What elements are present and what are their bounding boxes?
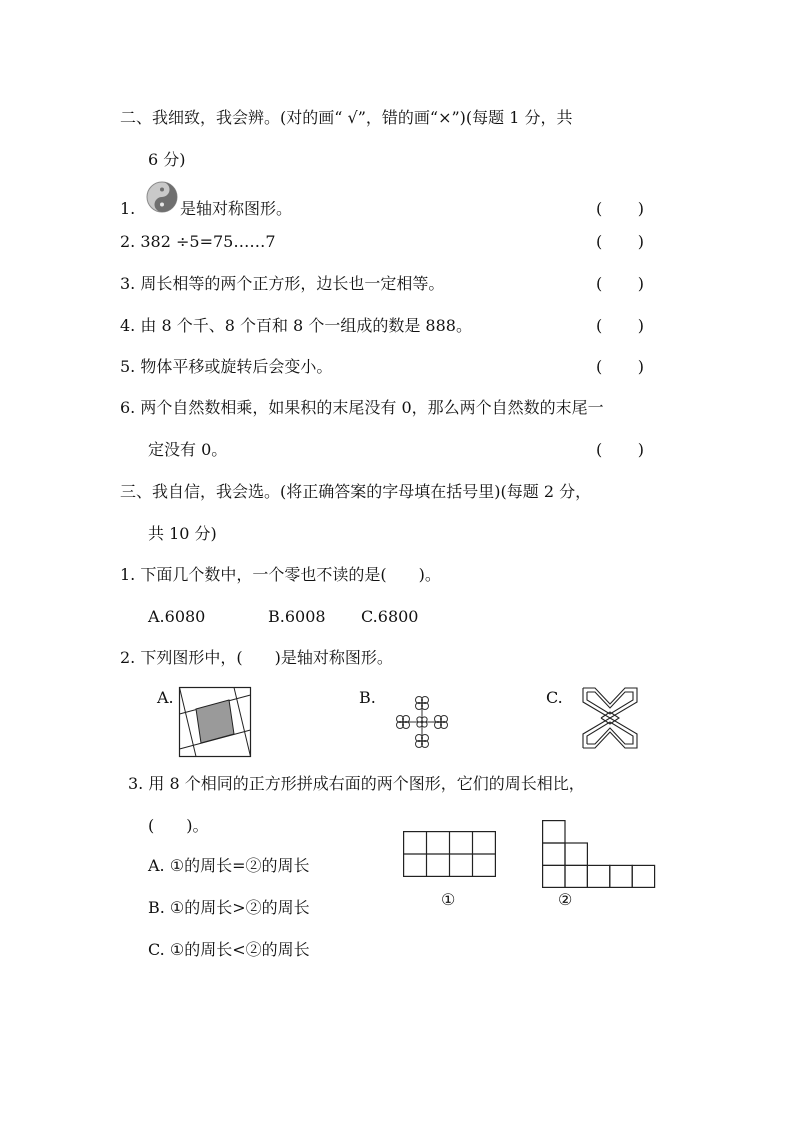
q3-1-option-c: C.6800 [361, 607, 419, 626]
yin-yang-icon [146, 181, 178, 213]
q2-1-number: 1. [120, 199, 136, 218]
q3-3-blank: ( )。 [148, 816, 209, 835]
q2-3: 3. 周长相等的两个正方形，边长也一定相等。 [120, 274, 445, 293]
answer-blank-4[interactable]: ( ) [596, 316, 644, 335]
section3-heading: 三、我自信，我会选。(将正确答案的字母填在括号里)(每题 2 分， [120, 482, 592, 501]
answer-blank-3[interactable]: ( ) [596, 274, 644, 293]
section2-heading: 二、我细致，我会辨。(对的画“ √”，错的画“×”)(每题 1 分，共 [120, 108, 573, 127]
answer-blank-1[interactable]: ( ) [596, 199, 644, 218]
q2-5: 5. 物体平移或旋转后会变小。 [120, 357, 333, 376]
figure-2-label: ② [558, 890, 573, 909]
section2-heading-cont: 6 分) [148, 150, 186, 169]
q3-3-option-b: B. ①的周长>②的周长 [148, 898, 310, 917]
figure-a-square-icon [179, 687, 251, 757]
q3-3-option-a: A. ①的周长=②的周长 [148, 856, 310, 875]
q3-2-option-c-label: C. [546, 688, 563, 707]
q2-2: 2. 382 ÷5=75……7 [120, 232, 276, 251]
q2-1-text: 是轴对称图形。 [180, 199, 293, 218]
figure-1-label: ① [441, 890, 456, 909]
answer-blank-5[interactable]: ( ) [596, 357, 644, 376]
q3-2-option-a-label: A. [157, 688, 174, 707]
answer-blank-2[interactable]: ( ) [596, 232, 644, 251]
q2-6-cont: 定没有 0。 [148, 440, 228, 459]
section3-heading-cont: 共 10 分) [148, 524, 217, 543]
q2-6: 6. 两个自然数相乘，如果积的末尾没有 0，那么两个自然数的末尾一 [120, 398, 604, 417]
q3-1-option-a: A.6080 [148, 607, 206, 626]
q3-1-option-b: B.6008 [268, 607, 326, 626]
q3-2: 2. 下列图形中，( )是轴对称图形。 [120, 648, 393, 667]
q3-3: 3. 用 8 个相同的正方形拼成右面的两个图形，它们的周长相比， [128, 774, 585, 793]
q2-4: 4. 由 8 个千、8 个百和 8 个一组成的数是 888。 [120, 316, 472, 335]
q3-2-option-b-label: B. [359, 688, 376, 707]
figure-c-diamond-pattern-icon [581, 684, 639, 752]
q3-1: 1. 下面几个数中，一个零也不读的是( )。 [120, 565, 441, 584]
answer-blank-6[interactable]: ( ) [596, 440, 644, 459]
figure-2-staircase-icon [542, 820, 656, 888]
figure-b-clover-icon [393, 693, 451, 751]
q3-3-option-c: C. ①的周长<②的周长 [148, 940, 310, 959]
figure-1-grid-icon [403, 831, 496, 877]
